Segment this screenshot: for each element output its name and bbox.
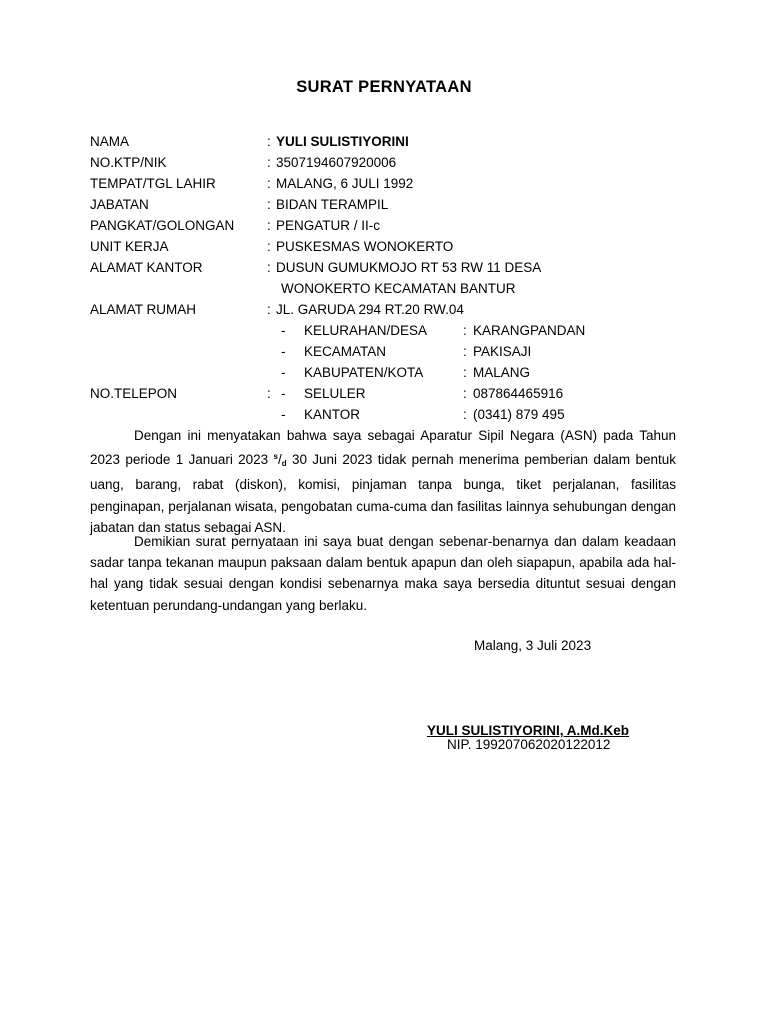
field-label: JABATAN	[90, 197, 149, 212]
sub-colon: :	[463, 407, 467, 422]
field-colon: :	[267, 218, 271, 233]
field-value-continuation: WONOKERTO KECAMATAN BANTUR	[281, 281, 516, 296]
signer-nip: NIP. 199207062020122012	[447, 737, 611, 752]
field-label: TEMPAT/TGL LAHIR	[90, 176, 216, 191]
place-date: Malang, 3 Juli 2023	[474, 638, 592, 653]
field-value: BIDAN TERAMPIL	[276, 197, 389, 212]
field-colon: :	[267, 197, 271, 212]
field-label: ALAMAT KANTOR	[90, 260, 203, 275]
sub-value: 087864465916	[473, 386, 564, 401]
sub-colon: :	[463, 365, 467, 380]
field-colon: :	[267, 239, 271, 254]
sub-value: (0341) 879 495	[473, 407, 565, 422]
sub-value: PAKISAJI	[473, 344, 532, 359]
field-colon: :	[267, 134, 271, 149]
sub-label: SELULER	[304, 386, 366, 401]
bullet-dash: -	[281, 365, 286, 380]
field-value: DUSUN GUMUKMOJO RT 53 RW 11 DESA	[276, 260, 542, 275]
sub-label: KANTOR	[304, 407, 361, 422]
field-colon: :	[267, 302, 271, 317]
sub-label: KABUPATEN/KOTA	[304, 365, 424, 380]
bullet-dash: -	[281, 386, 286, 401]
sub-colon: :	[463, 323, 467, 338]
statement-text-before: Dengan ini menyatakan bahwa saya sebagai Aparatur Sipil Negara (ASN) pada Tahun 2023 periode 1 Januari 2023	[90, 428, 676, 468]
field-label: NO.KTP/NIK	[90, 155, 167, 170]
field-colon: :	[267, 260, 271, 275]
field-value: 3507194607920006	[276, 155, 397, 170]
document-title: SURAT PERNYATAAN	[296, 78, 472, 96]
field-label: ALAMAT RUMAH	[90, 302, 197, 317]
bullet-dash: -	[281, 344, 286, 359]
sd-superscript: s	[273, 452, 278, 462]
field-value: YULI SULISTIYORINI	[276, 134, 409, 149]
bullet-dash: -	[281, 323, 286, 338]
field-value: MALANG, 6 JULI 1992	[276, 176, 414, 191]
field-label: PANGKAT/GOLONGAN	[90, 218, 235, 233]
field-colon: :	[267, 176, 271, 191]
field-label: NO.TELEPON	[90, 386, 178, 401]
field-label: UNIT KERJA	[90, 239, 169, 254]
sd-subscript: d	[281, 459, 287, 469]
sub-colon: :	[463, 344, 467, 359]
sub-colon: :	[463, 386, 467, 401]
sub-value: MALANG	[473, 365, 531, 380]
sub-value: KARANGPANDAN	[473, 323, 586, 338]
field-value: PUSKESMAS WONOKERTO	[276, 239, 454, 254]
field-label: NAMA	[90, 134, 130, 149]
field-value: PENGATUR / II-c	[276, 218, 381, 233]
signer-name: YULI SULISTIYORINI, A.Md.Keb	[427, 723, 630, 738]
bullet-dash: -	[281, 407, 286, 422]
statement-paragraph: Dengan ini menyatakan bahwa saya sebagai Aparatur Sipil Negara (ASN) pada Tahun 2023 periode 1 Januari 2023 $^s/_d$ 30 Juni 2023 tidak pernah menerima pemberian dalam bentuk uang, barang, rabat (diskon), komisi, pinjaman tanpa bunga, tiket perjalanan, fasilitas penginapan, perjalanan wisata, pengobatan cuma-cuma dan fasilitas lainnya sehubungan dengan jabatan dan status sebagai ASN.	[90, 428, 677, 535]
sub-label: KECAMATAN	[304, 344, 387, 359]
statement-text-after: 30 Juni 2023 tidak pernah menerima pemberian dalam bentuk uang, barang, rabat (diskon), komisi, pinjaman tanpa bunga, tiket perjalanan, fasilitas penginapan, perjalanan wisata, pengobatan cuma-cuma dan fasilitas lainnya sehubungan dengan jabatan dan status sebagai ASN.	[90, 452, 677, 535]
field-value: JL. GARUDA 294 RT.20 RW.04	[276, 302, 464, 317]
closing-paragraph: Demikian surat pernyataan ini saya buat dengan sebenar-benarnya dan dalam keadaan sadar tanpa tekanan maupun paksaan dalam bentuk apapun dan oleh siapapun, apabila ada hal-hal yang tidak sesuai dengan kondisi sebenarnya maka saya bersedia dituntut sesuai dengan ketentuan perundang-undangan yang berlaku.	[90, 534, 676, 613]
field-colon: :	[267, 386, 271, 401]
sub-label: KELURAHAN/DESA	[304, 323, 428, 338]
field-colon: :	[267, 155, 271, 170]
